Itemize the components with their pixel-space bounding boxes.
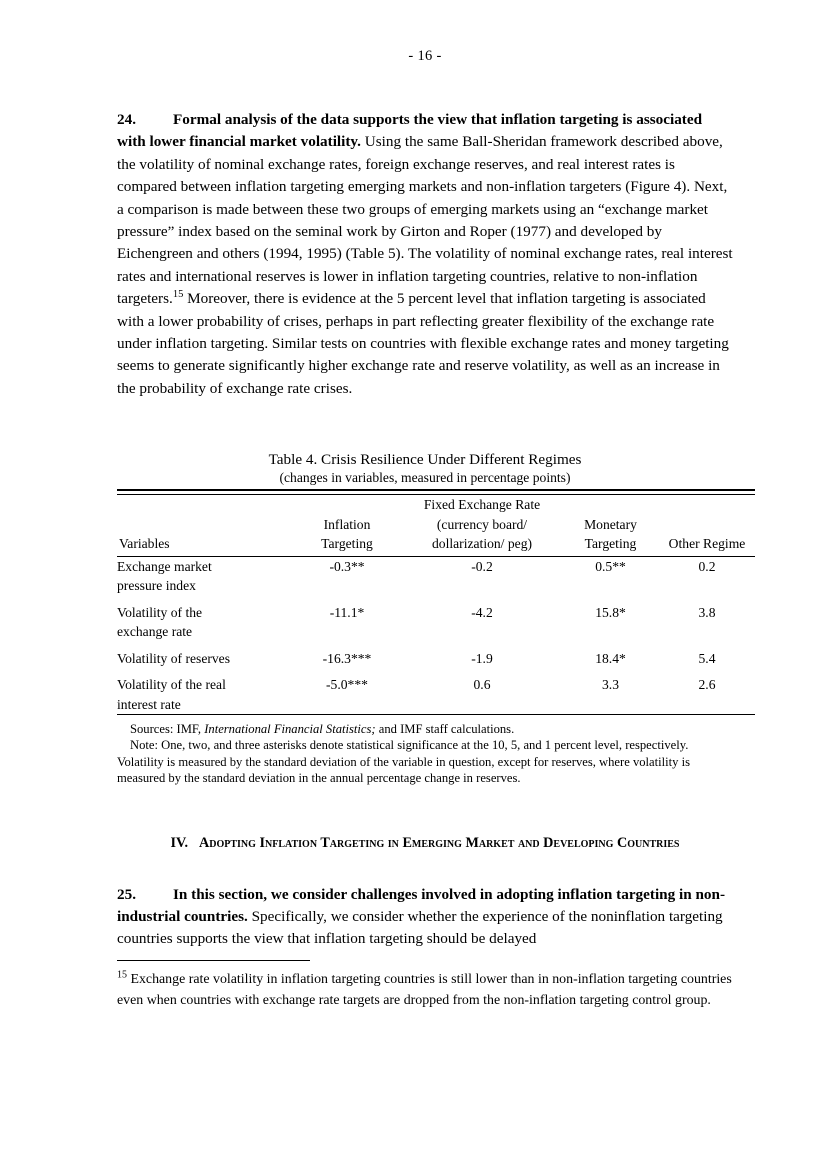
row-variable-line1: Exchange market (117, 558, 212, 574)
footnote-reference-15: 15 (172, 289, 184, 301)
hdr-it-l3: Targeting (321, 536, 373, 552)
row-other-regime: 5.4 (698, 650, 716, 666)
footnote-separator-rule (117, 960, 310, 961)
document-page (0, 48, 816, 1171)
table-row (117, 603, 755, 642)
hdr-fx-l1: Fixed Exchange Rate (423, 497, 541, 513)
table-header-fixed-exchange-rate (402, 495, 562, 554)
row-fixed-exchange-rate: 0.6 (473, 677, 491, 693)
page-folio: - 16 - (408, 48, 442, 64)
row-variable-line1: Volatility of reserves (117, 650, 231, 666)
row-inflation-targeting: -11.1* (329, 604, 365, 620)
row-variable-line1: Volatility of the real (117, 677, 226, 693)
row-fixed-exchange-rate: -4.2 (471, 604, 493, 620)
section-heading-iv (117, 834, 733, 854)
paragraph-24-body: Using the same Ball-Sheridan framework described above, the volatility of nominal exchange rates, foreign exchange reserves, and real interest rates is compared between inflation targeting emerging markets and non-inflation targeters (Figure 4). Next, a comparison is made between these two groups of emerging markets using an “exchange market pressure” index based on the seminal work by Girton and Roper (1977) and developed by Eichengreen and others (1994, 1995) (Table 5). The volatility of nominal exchange rates, real interest rates and international reserves is lower in inflation targeting countries, relative to non-inflation targeters. (117, 133, 733, 308)
footnote-15-text: Exchange rate volatility in inflation targeting countries is still lower than in non-inflation targeting countries even when countries with exchange rate targets are dropped from the non-inflation targeting control group. (117, 972, 732, 1008)
section-heading-title: Adopting Inflation Targeting in Emerging Market and Developing Countries (199, 835, 680, 852)
table-4-block (117, 450, 746, 786)
row-monetary-targeting: 15.8* (595, 604, 626, 620)
paragraph-24-body-continued: Moreover, there is evidence at the 5 percent level that inflation targeting is associated with a lower probability of crises, perhaps in part reflecting greater flexibility of the exchange rate under inflation targeting. Similar tests on countries with flexible exchange rates and money targeting seems to generate significantly higher exchange rate and reserve volatility, as well as an increase in the probability of exchange rate crises. (117, 290, 729, 397)
row-variable (117, 649, 292, 669)
paragraph-24-number: 24. (117, 111, 136, 128)
hdr-mt-l2: Monetary (584, 516, 637, 532)
footnote-15 (117, 970, 733, 1011)
row-monetary-targeting: 18.4* (595, 650, 626, 666)
hdr-fx-l3: dollarization/ peg) (431, 536, 533, 552)
row-variable-line2: interest rate (117, 696, 181, 712)
row-variable-line2: exchange rate (117, 624, 193, 640)
row-other-regime: 0.2 (698, 558, 716, 574)
sources-prefix: Sources: IMF, (130, 722, 205, 737)
table-row-spacer (117, 596, 755, 603)
footnote-15-marker: 15 (117, 969, 127, 981)
table-row (117, 675, 755, 715)
footnote-area (117, 960, 733, 1011)
paragraph-25-body: Specifically, we consider whether the experience of the noninflation targeting countries supports the view that inflation targeting should be delayed (117, 908, 723, 948)
table-row-spacer (117, 668, 755, 675)
row-inflation-targeting: -16.3*** (322, 650, 372, 666)
table-header-variables (117, 495, 292, 554)
row-variable-line1: Volatility of the (117, 604, 203, 620)
row-monetary-targeting: 3.3 (602, 677, 619, 693)
row-other-regime: 2.6 (698, 677, 716, 693)
table-4 (117, 489, 755, 717)
table-header-inflation-targeting (292, 495, 402, 554)
row-variable (117, 675, 292, 715)
row-monetary-targeting: 0.5** (595, 558, 626, 574)
hdr-var-l3: Variables (119, 536, 170, 552)
paragraph-25 (117, 884, 733, 951)
table-row (117, 556, 755, 596)
row-other-regime: 3.8 (698, 604, 716, 620)
hdr-fx-l2: (currency board/ (436, 516, 528, 532)
paragraph-25-number: 25. (117, 885, 136, 903)
table-4-subtitle: (changes in variables, measured in percentage points) (279, 470, 571, 486)
row-fixed-exchange-rate: -0.2 (471, 558, 493, 574)
row-variable (117, 603, 292, 642)
table-header-row (117, 495, 755, 554)
table-bottom-rule (117, 715, 755, 718)
section-numeral: IV. (170, 835, 189, 852)
row-inflation-targeting: -0.3** (329, 558, 365, 574)
hdr-it-l2: Inflation (323, 516, 371, 532)
paragraph-24-text (117, 109, 733, 400)
table-4-notes (117, 721, 735, 786)
table-sources-line (117, 721, 735, 737)
table-4-title: Table 4. Crisis Resilience Under Different Regimes (268, 451, 582, 469)
paragraph-24 (117, 109, 733, 400)
table-row (117, 649, 755, 669)
row-variable (117, 556, 292, 596)
row-inflation-targeting: -5.0*** (326, 677, 368, 693)
sources-suffix: and IMF staff calculations. (375, 722, 515, 737)
table-header-other-regime (659, 495, 755, 554)
note-text: Note: One, two, and three asterisks denote statistical significance at the 10, 5, and 1 percent level, respectively. Volatility is measured by the standard deviation of the variable in question, except for reserves, where volatility is measured by the standard deviation in the annual percentage change in reserves. (117, 738, 690, 785)
hdr-mt-l3: Targeting (584, 536, 637, 552)
table-row-spacer (117, 642, 755, 649)
table-note-line (117, 737, 735, 786)
paragraph-25-lead: In this section, we consider challenges involved in adopting inflation targeting in non-industrial countries. (117, 885, 726, 925)
paragraph-24-lead: Formal analysis of the data supports the view that inflation targeting is associated with lower financial market volatility. (117, 111, 703, 151)
row-fixed-exchange-rate: -1.9 (471, 650, 493, 666)
table-header-monetary-targeting (562, 495, 659, 554)
row-variable-line2: pressure index (117, 578, 196, 594)
hdr-or-l3: Other Regime (668, 536, 746, 552)
paragraph-25-text (117, 884, 733, 951)
sources-italic-title: International Financial Statistics; (204, 722, 376, 737)
